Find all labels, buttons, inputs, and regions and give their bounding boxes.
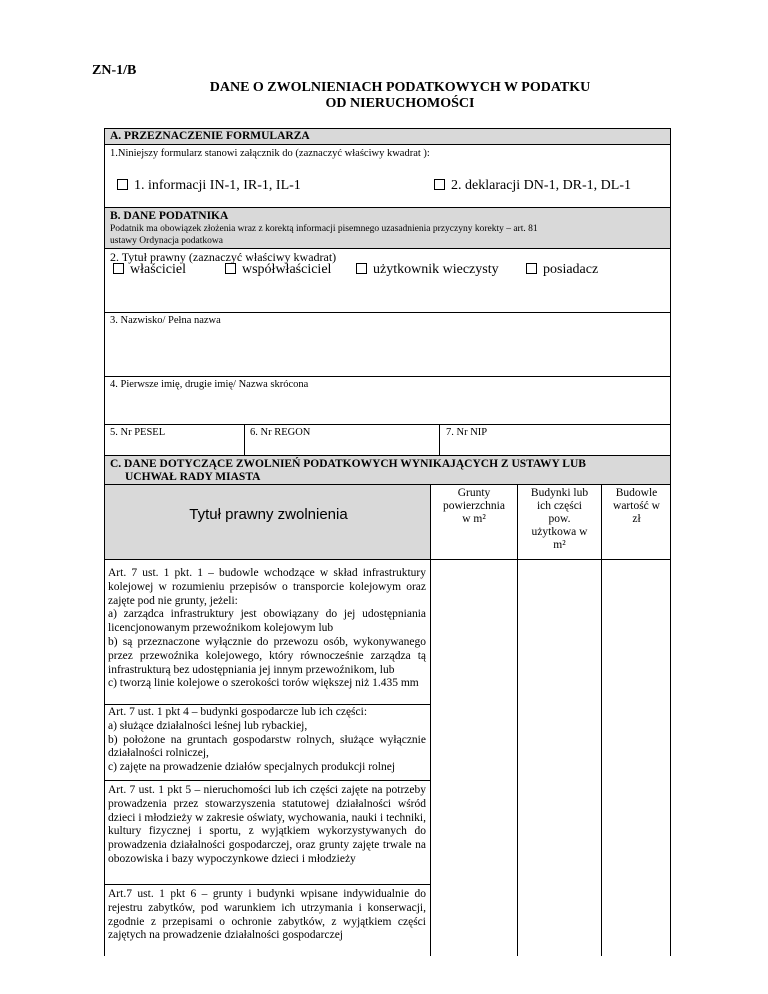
row-text: b) są przeznaczone wyłącznie do przewozu osób, wykonywanego przez przewoźnika kolejowego, który równocześnie zarządza tą infrastrukturą bez udostępniania jej innym przewoźnikom, lub	[108, 635, 426, 676]
field-regon[interactable]	[244, 424, 440, 456]
header-line: pow.	[548, 513, 571, 525]
field-name[interactable]	[104, 312, 671, 377]
row-text: Art. 7 ust. 1 pkt 5 – nieruchomości lub ich części zajęte na potrzeby prowadzenia przez stowarzyszenia statutowej działalności wśród dzieci i młodzieży w zakresie oświaty, wychowania, nauki i techniki, kultury fizycznej i sportu, z wyjątkiem wykorzystywanych do prowadzenia działalności gospodarczej, oraz grunty zajęte trwale na obozowiska i bazy wypoczynkowe dzieci i młodzieży	[108, 784, 426, 865]
section-c-header	[104, 455, 671, 485]
form-title	[120, 80, 680, 112]
section-b-title: B. DANE PODATNIKA	[110, 210, 229, 222]
field-pesel-label: 5. Nr PESEL	[110, 427, 166, 438]
checkbox-icon[interactable]	[434, 179, 445, 190]
row-text: c) zajęte na prowadzenie działów specjalnych produkcji rolnej	[108, 761, 396, 774]
header-line: m²	[553, 539, 566, 551]
header-line: wartość w	[613, 500, 660, 512]
column-header-grunty	[431, 487, 517, 526]
field-nip[interactable]	[439, 424, 671, 456]
header-line: zł	[632, 513, 641, 525]
column-header-budynki	[518, 487, 601, 552]
checkbox-icon[interactable]	[526, 263, 537, 274]
field-nip-label: 7. Nr NIP	[446, 427, 488, 438]
form-code: ZN-1/B	[92, 63, 137, 78]
header-line: Budynki lub	[530, 487, 589, 499]
option-informacji-label: 1. informacji IN-1, IR-1, IL-1	[134, 178, 301, 193]
legal-title-wspolwlasciciel[interactable]	[225, 262, 331, 278]
section-b-note-1: Podatnik ma obowiązek złożenia wraz z korektą informacji pisemnego uzasadnienia przyczyny korekty – art. 81	[110, 224, 538, 234]
field-legal-title-label: 2. Tytuł prawny (zaznaczyć właściwy kwadrat)	[110, 250, 337, 264]
row-text: Art.7 ust. 1 pkt 6 – grunty i budynki wpisane indywidualnie do rejestru zabytków, pod warunkiem ich utrzymania i konserwacji, zgodnie z przepisami o ochronie zabytków, z wyjątkiem części zajętych na prowadzenie działalności gospodarczej	[108, 888, 426, 942]
row-text: a) służące działalności leśnej lub rybackiej,	[108, 719, 308, 732]
row-text: Art. 7 ust. 1 pkt 4 – budynki gospodarcze lub ich części:	[108, 706, 368, 718]
field-regon-label: 6. Nr REGON	[250, 427, 311, 438]
column-header-title	[104, 484, 431, 560]
legal-title-label: użytkownik wieczysty	[373, 262, 499, 277]
legal-title-label: posiadacz	[543, 262, 599, 277]
field-name-label: 3. Nazwisko/ Pełna nazwa	[110, 315, 221, 326]
checkbox-icon[interactable]	[113, 263, 124, 274]
header-line: ich części	[536, 500, 582, 512]
row-text: c) tworzą linie kolejowe o szerokości torów większej niż 1.435 mm	[108, 677, 419, 690]
legal-title-uzytkownik[interactable]	[356, 262, 499, 278]
field-first-names-label: 4. Pierwsze imię, drugie imię/ Nazwa skrócona	[110, 379, 309, 390]
section-a-body	[104, 144, 671, 208]
exemption-row-3	[108, 784, 426, 867]
checkbox-icon[interactable]	[356, 263, 367, 274]
row-text: b) położone na gruntach gospodarstw rolnych, służące wyłącznie działalności rolniczej,	[108, 733, 426, 760]
section-a-header	[104, 128, 671, 145]
header-line: użytkowa w	[531, 526, 588, 538]
section-c-title-1: C. DANE DOTYCZĄCE ZWOLNIEŃ PODATKOWYCH WYNIKAJĄCYCH Z USTAWY LUB	[110, 458, 586, 470]
section-b-note-2: ustawy Ordynacja podatkowa	[110, 236, 223, 246]
section-a-title: A. PRZEZNACZENIE FORMULARZA	[110, 130, 310, 142]
checkbox-icon[interactable]	[225, 263, 236, 274]
exemption-row-2	[108, 706, 426, 775]
exemption-row-1	[108, 567, 426, 691]
option-informacji[interactable]	[117, 178, 301, 194]
header-line: Budowle	[615, 487, 658, 499]
section-a-instruction: 1.Niniejszy formularz stanowi załącznik do (zaznaczyć właściwy kwadrat ):	[110, 148, 430, 159]
field-pesel[interactable]	[104, 424, 245, 456]
row-text: a) zarządca infrastruktury jest obowiązany do jej udostępniania licencjonowanym przewoźnikom kolejowym lub	[108, 608, 426, 635]
legal-title-label: współwłaściciel	[242, 262, 332, 277]
option-deklaracji[interactable]	[434, 178, 631, 194]
title-line-2: OD NIERUCHOMOŚCI	[325, 96, 475, 111]
legal-title-wlasciciel[interactable]	[113, 262, 186, 278]
field-first-names[interactable]	[104, 376, 671, 425]
exemption-row-4	[108, 888, 426, 943]
field-legal-title	[104, 248, 671, 313]
section-c-title-2: UCHWAŁ RADY MIASTA	[125, 471, 261, 483]
legal-title-label: właściciel	[130, 262, 186, 277]
title-line-1: DANE O ZWOLNIENIACH PODATKOWYCH W PODATKU	[209, 80, 591, 95]
header-line: powierzchnia	[443, 500, 505, 512]
option-deklaracji-label: 2. deklaracji DN-1, DR-1, DL-1	[451, 178, 632, 193]
column-title-label: Tytuł prawny zwolnienia	[189, 506, 348, 523]
legal-title-posiadacz[interactable]	[526, 262, 598, 278]
header-line: w m²	[462, 513, 486, 525]
section-b-header	[104, 207, 671, 249]
row-text: Art. 7 ust. 1 pkt. 1 – budowle wchodzące w skład infrastruktury kolejowej w rozumieniu przepisów o transporcie kolejowym oraz zajęte pod nie grunty, jeżeli:	[108, 567, 426, 607]
checkbox-icon[interactable]	[117, 179, 128, 190]
header-line: Grunty	[457, 487, 491, 499]
column-header-budowle	[602, 487, 671, 526]
